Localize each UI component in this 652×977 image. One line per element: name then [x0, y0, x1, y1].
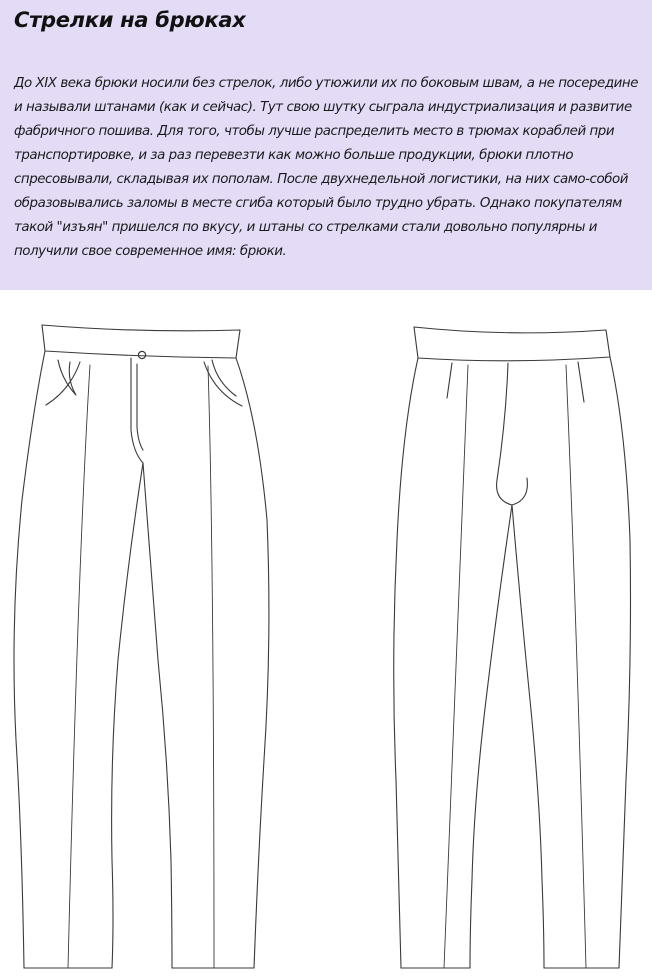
- trousers-illustration: [0, 290, 652, 977]
- header-block: [0, 0, 652, 290]
- front-trousers-drawing: [14, 325, 269, 968]
- article-title: Стрелки на брюках: [14, 8, 246, 32]
- back-trousers-drawing: [394, 327, 631, 968]
- article-paragraph: До XIX века брюки носили без стрелок, либо утюжили их по боковым швам, а не посередине и называли штанами (как и сейчас). Тут свою шутку сыграла индустриализация и развитие фабричного пошива. Для того, чтобы лучше распределить место в трюмах кораблей при транспортировке, и за раз перевезти как можно больше продукции, брюки плотно спресовывали, складывая их пополам. После двухнедельной логистики, на них само-собой образовывались заломы в месте сгиба который было трудно убрать. Однако покупателям такой "изъян" пришелся по вкусу, и штаны со стрелками стали довольно популярны и получили свое современное имя: брюки.: [14, 76, 638, 259]
